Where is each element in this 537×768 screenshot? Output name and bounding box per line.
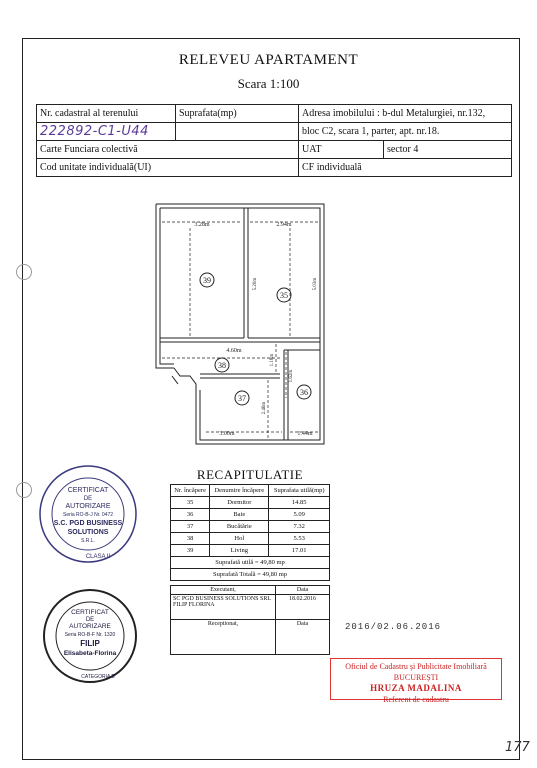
entrance-arrow bbox=[172, 376, 178, 384]
left-wall-inner bbox=[160, 208, 174, 364]
data-label: Data bbox=[276, 620, 330, 655]
suprafata-utila: Suprafată utilă = 49,80 mp bbox=[171, 557, 330, 569]
recap-header: Suprafata utilă(mp) bbox=[269, 485, 330, 497]
receptionat-label: Receptionat, bbox=[171, 620, 276, 655]
room-number: 39 bbox=[203, 276, 211, 285]
binder-hole bbox=[16, 264, 32, 280]
room-number: 38 bbox=[218, 361, 226, 370]
outer-wall bbox=[156, 204, 324, 444]
stamp-text: S.R.L. bbox=[81, 538, 95, 544]
room-number: 37 bbox=[238, 394, 246, 403]
executant-table bbox=[170, 585, 330, 655]
binder-hole bbox=[16, 482, 32, 498]
nr-cadastral-label: Nr. cadastral al terenului bbox=[37, 105, 176, 123]
executant-company: SC PGD BUSINESS SOLUTIONS SRL bbox=[173, 596, 272, 602]
dim-label: 1.62m bbox=[289, 369, 294, 383]
stamp-text: AUTORIZARE bbox=[65, 503, 111, 510]
suprafata-totala: Suprafată Totală = 49,80 mp bbox=[171, 569, 330, 581]
recap-header: Nr. încăpere bbox=[171, 485, 210, 497]
dim-label: 2.46m bbox=[262, 401, 267, 415]
table-row: 37 Bucătărie 7.32 bbox=[171, 521, 330, 533]
dim-label: 5.20m bbox=[253, 277, 258, 291]
ocpi-line: BUCUREȘTI bbox=[393, 673, 439, 682]
suprafata-label: Suprafata(mp) bbox=[176, 105, 299, 123]
authorization-stamp-person bbox=[40, 586, 140, 686]
cf-individuala: CF individuală bbox=[299, 159, 512, 177]
dim-label: 2.94m bbox=[276, 222, 292, 228]
dim-label: 1.44m bbox=[297, 431, 313, 437]
dim-label: 1.18m bbox=[270, 353, 275, 367]
executant-label: Executant, bbox=[171, 586, 276, 595]
stamp-text: DE bbox=[83, 496, 93, 502]
recap-header: Denumire încăpere bbox=[210, 485, 269, 497]
suprafata-value bbox=[176, 123, 299, 141]
ocpi-name: HRUZA MADALINA bbox=[370, 683, 462, 693]
stamp-text: Seria RO-B-F Nr. 1320 bbox=[64, 632, 116, 638]
dim-label: 5.03m bbox=[313, 277, 318, 291]
room-number: 35 bbox=[280, 291, 288, 300]
data-label: Data bbox=[276, 586, 330, 595]
table-row: 36 Baie 5.09 bbox=[171, 509, 330, 521]
cadastral-header-table bbox=[36, 104, 512, 177]
adresa-line1: Adresa imobilului : b-dul Metalurgiei, nr.132, bbox=[299, 105, 512, 123]
stamp-text: Seria RO-B-J Nr. 0472 bbox=[62, 512, 114, 518]
room-number: 36 bbox=[300, 388, 308, 397]
recap-title: RECAPITULATIE bbox=[196, 467, 304, 482]
table-row: 38 Hol 5.53 bbox=[171, 533, 330, 545]
signature-mark: 177 bbox=[505, 740, 530, 755]
cod-unitate: Cod unitate individuală(UI) bbox=[37, 159, 299, 177]
stamp-text: SOLUTIONS bbox=[67, 529, 109, 536]
date-stamp: 2016/02.06.2016 bbox=[345, 622, 442, 632]
stamp-text: CERTIFICAT bbox=[67, 487, 109, 494]
stamp-text: CLASA II bbox=[85, 554, 111, 560]
ocpi-line: Referent de cadastru bbox=[383, 695, 449, 704]
dim-label: 3.28m bbox=[194, 222, 210, 228]
floor-plan bbox=[150, 198, 340, 450]
stamp-text: AUTORIZARE bbox=[69, 623, 111, 630]
stamp-text: CERTIFICAT bbox=[71, 609, 109, 616]
executant-person: FILIP FLORINA bbox=[173, 602, 215, 608]
ocpi-stamp bbox=[330, 658, 502, 704]
stamp-text: FILIP bbox=[80, 639, 100, 648]
carte-funciara: Carte Funciara colectivă bbox=[37, 141, 299, 159]
table-row: 39 Living 17.01 bbox=[171, 545, 330, 557]
stamp-text: CATEGORIA B bbox=[81, 674, 115, 680]
authorization-stamp-company bbox=[34, 462, 142, 566]
nr-cadastral-value: 222892-C1-U44 bbox=[37, 123, 176, 141]
executant-date: 18.02.2016 bbox=[276, 595, 330, 620]
entrance bbox=[174, 368, 196, 390]
recap-table bbox=[170, 484, 330, 581]
table-row: 35 Dormitor 14.85 bbox=[171, 497, 330, 509]
page-title: RELEVEU APARTAMENT bbox=[178, 52, 359, 68]
ocpi-line: Oficiul de Cadastru și Publicitate Imobiliară bbox=[345, 662, 487, 671]
uat-value: sector 4 bbox=[384, 141, 512, 159]
stamp-text: S.C. PGD BUSINESS bbox=[53, 520, 123, 527]
dim-label: 3.00m bbox=[219, 431, 235, 437]
dim-label: 4.60m bbox=[226, 348, 242, 354]
adresa-line2: bloc C2, scara 1, parter, apt. nr.18. bbox=[299, 123, 512, 141]
stamp-text: Elisabeta-Florina bbox=[63, 650, 117, 657]
scale-label: Scara 1:100 bbox=[237, 76, 300, 91]
left-wall bbox=[156, 204, 174, 368]
uat-label: UAT bbox=[299, 141, 384, 159]
stamp-text: DE bbox=[85, 617, 95, 623]
